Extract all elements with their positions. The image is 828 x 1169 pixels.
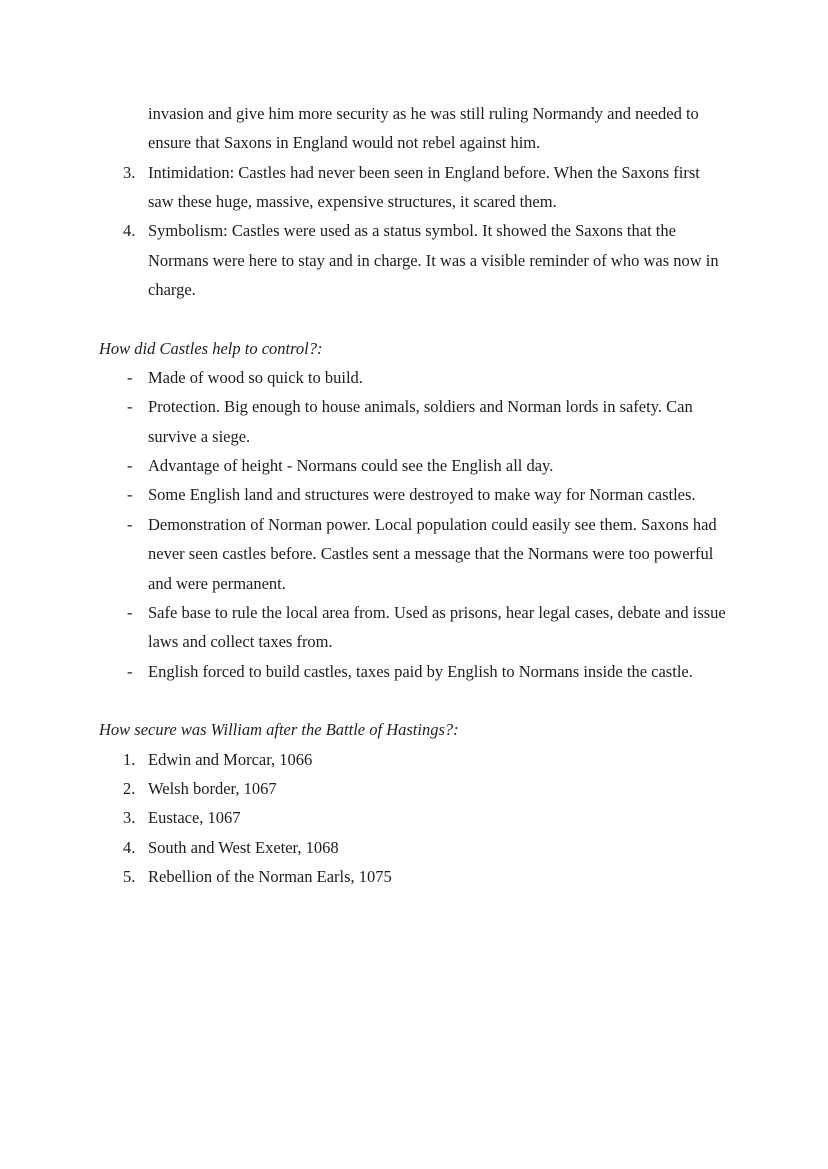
list-item [99,510,729,598]
page-content [99,99,729,891]
list-item-text: Some English land and structures were destroyed to make way for Norman castles. [148,485,696,505]
list-item-text: Made of wood so quick to build. [148,368,363,388]
bullet-list-control [99,363,729,686]
list-marker: 1. [123,749,136,769]
list-marker: 4. [123,221,136,241]
list-item [99,657,729,686]
list-item [99,774,729,803]
list-item-text: Protection. Big enough to house animals, soldiers and Norman lords in safety. Can survive a siege. [148,397,693,446]
section-heading-security: How secure was William after the Battle of Hastings?: [99,720,459,740]
list-item-text: Advantage of height - Normans could see the English all day. [148,456,554,476]
list-item [99,598,729,657]
list-item-text: Edwin and Morcar, 1066 [148,749,313,769]
list-marker: 2. [123,778,136,798]
list-marker: - [127,602,133,622]
list-item [99,363,729,392]
list-marker: - [127,397,133,417]
list-item-text: Symbolism: Castles were used as a status symbol. It showed the Saxons that the Normans were here to stay and in charge. It was a visible reminder of who was now in charge. [148,221,719,300]
numbered-list-reasons [99,158,729,305]
list-marker: 4. [123,837,136,857]
numbered-list-security [99,745,729,892]
list-item [99,745,729,774]
list-item [99,480,729,509]
list-item-text: South and West Exeter, 1068 [148,837,339,857]
list-item [99,833,729,862]
list-item [99,803,729,832]
list-item [99,862,729,891]
list-item-text: Eustace, 1067 [148,808,241,828]
list-item-text: Welsh border, 1067 [148,778,277,798]
list-item [99,451,729,480]
list-item-text: Intimidation: Castles had never been seen in England before. When the Saxons first saw these huge, massive, expensive structures, it scared them. [148,162,700,212]
continuation-paragraph: invasion and give him more security as he was still ruling Normandy and needed to ensure that Saxons in England would not rebel against him. [148,104,699,153]
section-heading-control: How did Castles help to control?: [99,338,323,358]
list-marker: 3. [123,162,136,182]
list-item-text: English forced to build castles, taxes paid by English to Normans inside the castle. [148,661,693,681]
list-marker: - [127,661,133,681]
list-marker: - [127,456,133,476]
list-marker: - [127,514,133,534]
list-item [99,216,729,304]
list-marker: - [127,485,133,505]
list-marker: - [127,368,133,388]
list-item [99,392,729,451]
list-item-text: Demonstration of Norman power. Local population could easily see them. Saxons had never seen castles before. Castles sent a message that the Normans were too powerful and were permanent. [148,514,717,593]
list-item-text: Safe base to rule the local area from. Used as prisons, hear legal cases, debate and issue laws and collect taxes from. [148,602,726,652]
list-item-text: Rebellion of the Norman Earls, 1075 [148,866,392,886]
list-marker: 3. [123,808,136,828]
list-item [99,158,729,217]
list-marker: 5. [123,866,136,886]
